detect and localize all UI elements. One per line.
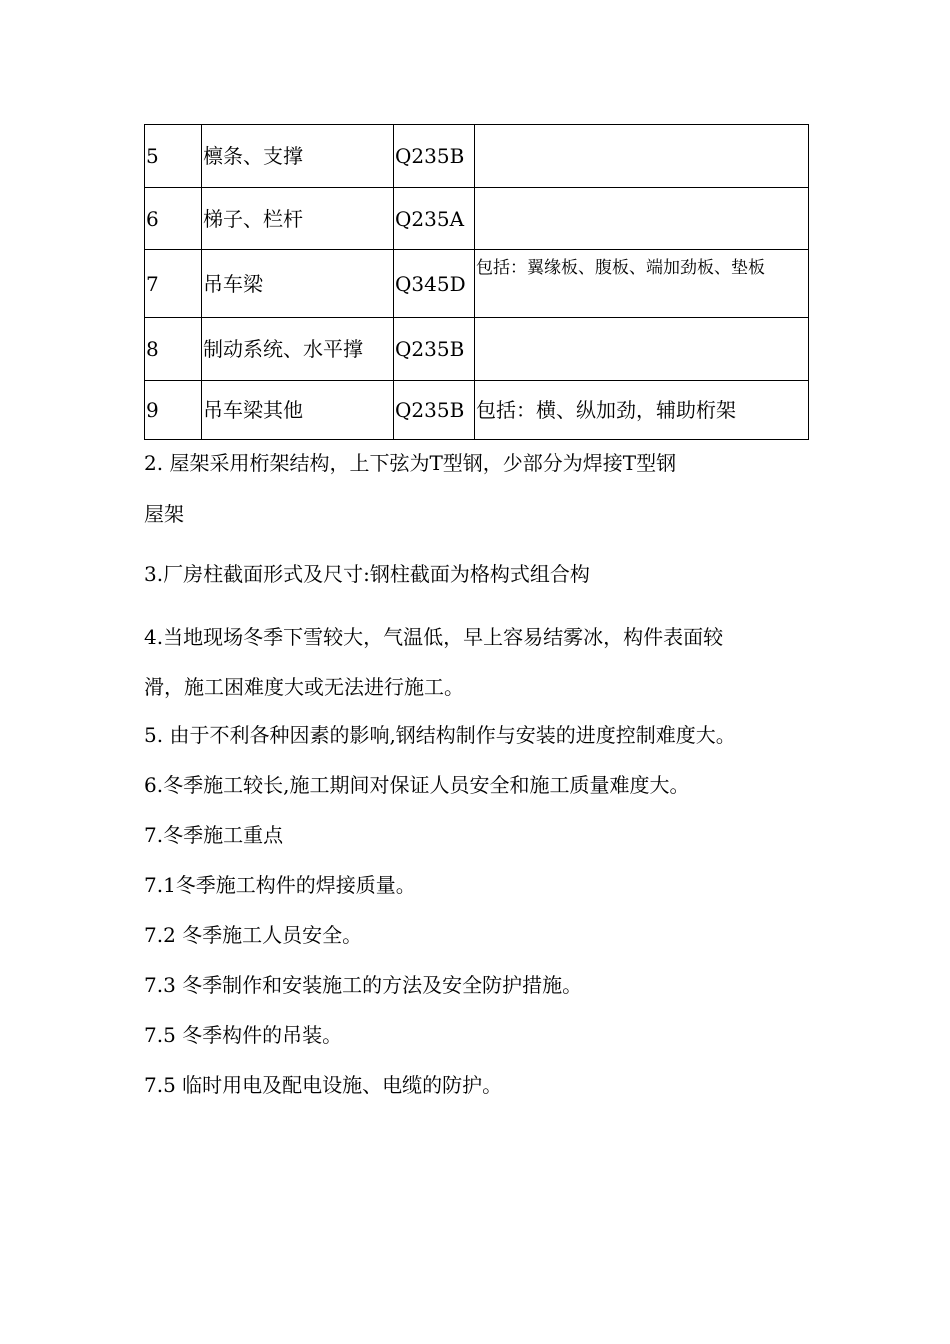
paragraph-schedule-control: 5. 由于不利各种因素的影响,钢结构制作与安装的进度控制难度大。: [144, 723, 736, 747]
remark: 包括：横、纵加劲，辅助桁架: [475, 381, 809, 440]
list-item: 7.5 临时用电及配电设施、电缆的防护。: [144, 1073, 503, 1097]
heading-winter-key-points: 7.冬季施工重点: [144, 823, 284, 847]
component-name: 檩条、支撑: [202, 125, 394, 188]
list-item: 7.1冬季施工构件的焊接质量。: [144, 873, 416, 897]
paragraph-winter-conditions-cont: 滑，施工困难度大或无法进行施工。: [144, 675, 464, 699]
table-row: [145, 125, 809, 188]
table-row: [145, 318, 809, 381]
table-row: [145, 250, 809, 318]
paragraph-roof-truss: 2. 屋架采用桁架结构，上下弦为T型钢，少部分为焊接T型钢: [144, 451, 677, 475]
component-name: 吊车梁其他: [202, 381, 394, 440]
row-number: 6: [145, 188, 202, 250]
remark: 包括：翼缘板、腹板、端加劲板、垫板: [475, 250, 809, 318]
paragraph-safety-quality: 6.冬季施工较长,施工期间对保证人员安全和施工质量难度大。: [144, 773, 690, 797]
steel-grade: Q345D: [394, 250, 475, 318]
component-name: 梯子、栏杆: [202, 188, 394, 250]
remark: [475, 188, 809, 250]
row-number: 9: [145, 381, 202, 440]
steel-grade: Q235A: [394, 188, 475, 250]
row-number: 5: [145, 125, 202, 188]
remark: [475, 318, 809, 381]
component-name: 制动系统、水平撑: [202, 318, 394, 381]
paragraph-winter-conditions: 4.当地现场冬季下雪较大，气温低，早上容易结雾冰，构件表面较: [144, 625, 724, 649]
table-row: [145, 381, 809, 440]
steel-grade: Q235B: [394, 125, 475, 188]
paragraph-roof-truss-cont: 屋架: [144, 502, 184, 526]
row-number: 8: [145, 318, 202, 381]
material-table: [144, 124, 809, 440]
steel-grade: Q235B: [394, 381, 475, 440]
table-row: [145, 188, 809, 250]
row-number: 7: [145, 250, 202, 318]
list-item: 7.5 冬季构件的吊装。: [144, 1023, 343, 1047]
paragraph-column-section: 3.厂房柱截面形式及尺寸:钢柱截面为格构式组合构: [144, 562, 590, 586]
list-item: 7.2 冬季施工人员安全。: [144, 923, 363, 947]
remark: [475, 125, 809, 188]
component-name: 吊车梁: [202, 250, 394, 318]
list-item: 7.3 冬季制作和安装施工的方法及安全防护措施。: [144, 973, 583, 997]
steel-grade: Q235B: [394, 318, 475, 381]
